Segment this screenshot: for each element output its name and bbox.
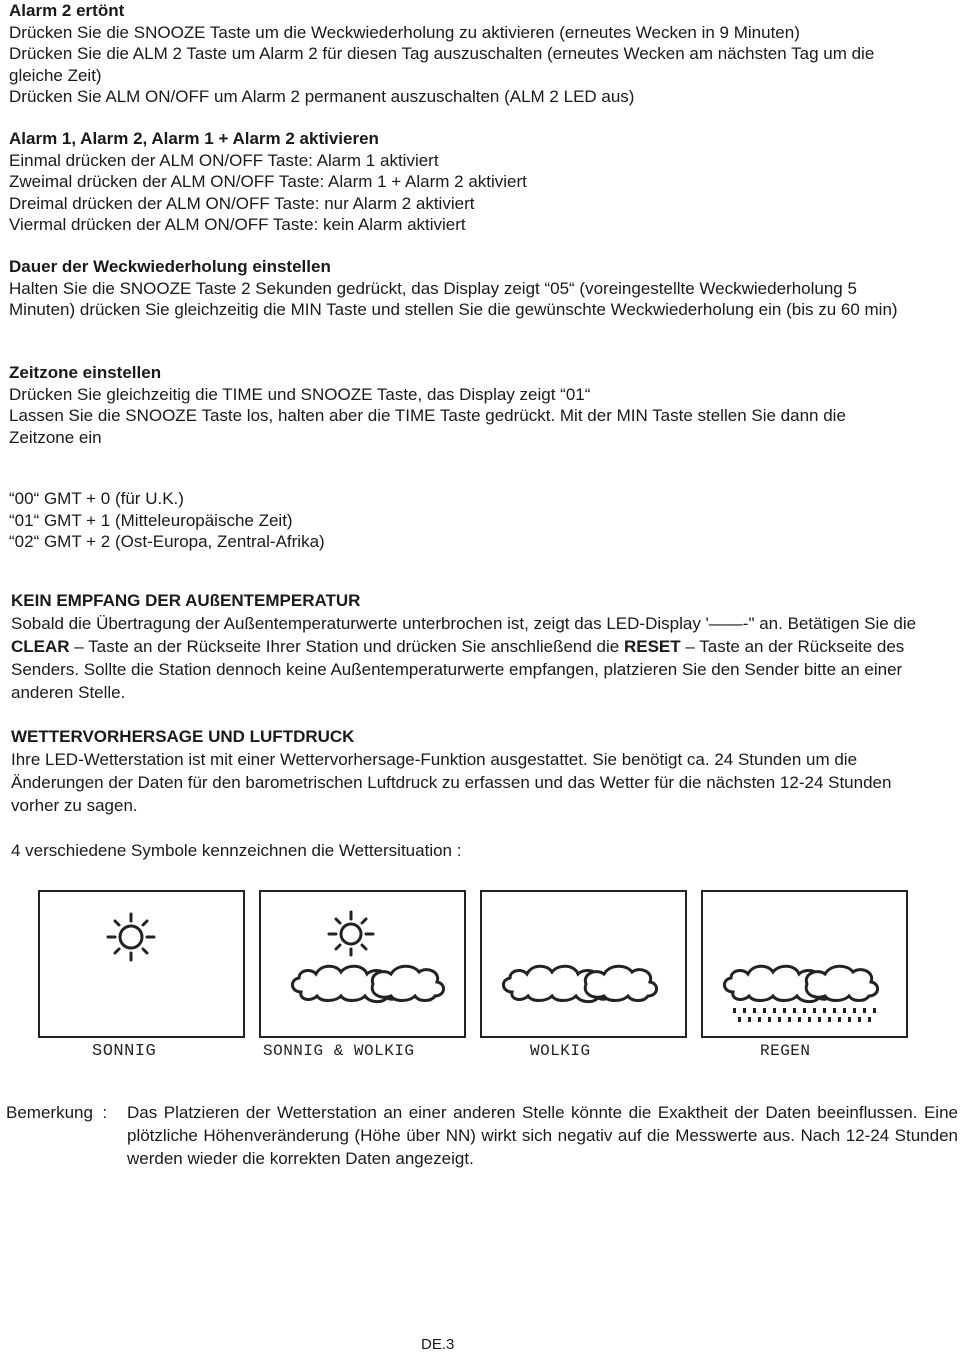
text-line: Drücken Sie gleichzeitig die TIME und SNOOZE Taste, das Display zeigt “01“ [9, 384, 591, 404]
remark-text: Das Platzieren der Wetterstation an einer anderen Stelle könnte die Exaktheit der Daten beeinflussen. Eine plötzliche Höhenveränderung (Höhe über NN) wirkt sich negativ auf die Messwerte aus. Nach 12-24 Stunden werden wieder die korrekten Daten angezeigt. [127, 1103, 958, 1168]
section-heading: Alarm 2 ertönt [9, 1, 125, 20]
paragraph [11, 612, 926, 704]
section-forecast [11, 725, 941, 862]
text-line: Dreimal drücken der ALM ON/OFF Taste: nur Alarm 2 aktiviert [9, 193, 475, 213]
rain-icon [703, 892, 906, 1036]
text-line: Drücken Sie ALM ON/OFF um Alarm 2 permanent auszuschalten (ALM 2 LED aus) [9, 87, 635, 106]
text-part: – Taste an der Rückseite des Senders. Sollte die Station dennoch keine Außentemperaturwerte empfangen, platzieren Sie den Sender bitte an einer anderen Stelle. [11, 637, 905, 702]
section-no-reception [11, 589, 941, 704]
timezone-item: “02“ GMT + 2 (Ost-Europa, Zentral-Afrika) [9, 532, 325, 551]
symbol-box-rain [701, 890, 908, 1038]
section-snooze-duration [9, 256, 939, 321]
text-line: Zweimal drücken der ALM ON/OFF Taste: Alarm 1 + Alarm 2 aktiviert [9, 172, 527, 191]
symbol-caption-sunny: SONNIG [92, 1042, 157, 1061]
text-line: Drücken Sie die SNOOZE Taste um die Weckwiederholung zu aktivieren (erneutes Wecken in 9 Minuten) [9, 22, 800, 42]
paragraph: Ihre LED-Wetterstation ist mit einer Wettervorhersage-Funktion ausgestattet. Sie benötigt ca. 24 Stunden um die Änderungen der Daten für den barometrischen Luftdruck zu erfassen und das Wetter für die nächsten 12-24 Stunden vorher zu sagen. [11, 750, 892, 815]
timezone-list [9, 488, 939, 553]
symbols-intro: 4 verschiedene Symbole kennzeichnen die Wettersituation : [11, 841, 462, 860]
symbol-box-sunny [38, 890, 245, 1038]
text-part: Sobald die Übertragung der Außentemperaturwerte unterbrochen ist, zeigt das LED-Display '——-" an. Betätigen Sie die [11, 614, 917, 633]
cloud-icon [482, 892, 685, 1036]
section-heading: WETTERVORHERSAGE UND LUFTDRUCK [11, 727, 355, 746]
timezone-item: “00“ GMT + 0 (für U.K.) [9, 489, 184, 508]
sun-cloud-icon [261, 892, 464, 1036]
section-activate-alarms [9, 128, 939, 236]
section-heading: Dauer der Weckwiederholung einstellen [9, 257, 331, 276]
timezone-item: “01“ GMT + 1 (Mitteleuropäische Zeit) [9, 510, 293, 530]
symbol-box-sunny-cloudy [259, 890, 466, 1038]
section-alarm2-rings [9, 0, 939, 108]
clear-key-label: CLEAR [11, 637, 70, 656]
text-line: Lassen Sie die SNOOZE Taste los, halten aber die TIME Taste gedrückt. Mit der MIN Taste stellen Sie dann die Zeitzone ein [9, 406, 846, 447]
section-heading: KEIN EMPFANG DER AUßENTEMPERATUR [11, 591, 361, 610]
text-line: Einmal drücken der ALM ON/OFF Taste: Alarm 1 aktiviert [9, 150, 439, 170]
section-heading: Alarm 1, Alarm 2, Alarm 1 + Alarm 2 aktivieren [9, 129, 379, 148]
text-line: Drücken Sie die ALM 2 Taste um Alarm 2 für diesen Tag auszuschalten (erneutes Wecken am nächsten Tag um die gleiche Zeit) [9, 44, 875, 85]
weather-symbols [38, 890, 928, 1040]
page-number: DE.3 [421, 1336, 455, 1353]
section-heading: Zeitzone einstellen [9, 363, 162, 382]
section-timezone [9, 362, 939, 448]
paragraph: Halten Sie die SNOOZE Taste 2 Sekunden gedrückt, das Display zeigt “05“ (voreingestellte Weckwiederholung 5 Minuten) drücken Sie gleichzeitig die MIN Taste und stellen Sie die gewünschte Weckwiederholung ein (bis zu 60 min) [9, 278, 898, 319]
text-part: – Taste an der Rückseite Ihrer Station und drücken Sie anschließend die [69, 637, 624, 656]
symbol-caption-rain: REGEN [760, 1042, 811, 1060]
sun-icon [40, 892, 243, 1036]
remark-label: Bemerkung : [6, 1103, 108, 1122]
reset-key-label: RESET [623, 637, 681, 656]
text-line: Viermal drücken der ALM ON/OFF Taste: kein Alarm aktiviert [9, 215, 466, 234]
symbol-caption-cloudy: WOLKIG [530, 1042, 591, 1060]
symbol-box-cloudy [480, 890, 687, 1038]
symbol-caption-sunny-cloudy: SONNIG & WOLKIG [263, 1042, 415, 1060]
